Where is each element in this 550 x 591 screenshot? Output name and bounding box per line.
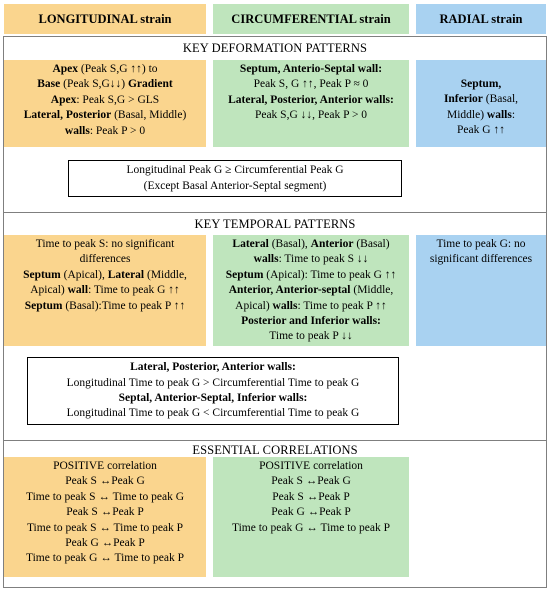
- section3-longitudinal-cell: [4, 457, 206, 577]
- section1-divider: [3, 36, 547, 37]
- s2-rad-line1: Time to peak G: no: [436, 238, 526, 250]
- s1-long-line3: Apex: Peak S,G > GLS: [50, 93, 160, 106]
- s3-circ-line5: Time to peak G ↔ Time to peak P: [231, 521, 391, 534]
- s2-circ-line7: Time to peak P ↓↓: [269, 330, 353, 343]
- s2-box-line2: Longitudinal Time to peak G > Circumferential Time to peak G: [66, 376, 360, 389]
- s3-long-line6: Peak G ↔Peak P: [65, 537, 145, 550]
- section1-comparison-box: [68, 160, 402, 197]
- section1-radial-cell: [416, 60, 546, 147]
- section2-divider: [3, 212, 547, 213]
- s3-circ-line1: POSITIVE correlation: [259, 460, 363, 472]
- s1-circ-line4: Peak S,G ↓↓, Peak P > 0: [254, 109, 368, 122]
- section3-divider: [3, 440, 547, 441]
- section2-title: KEY TEMPORAL PATTERNS: [194, 217, 356, 231]
- s2-rad-line2: significant differences: [429, 253, 533, 266]
- s2-circ-line4: Anterior, Anterior-septal (Middle,: [228, 284, 394, 297]
- s3-long-line4: Peak S ↔Peak P: [66, 506, 144, 519]
- s1-rad-line2: Inferior (Basal,: [443, 93, 519, 106]
- s2-long-line4: Apical) wall: Time to peak G ↑↑: [30, 284, 180, 297]
- s1-box-line2: (Except Basal Anterior-Septal segment): [143, 179, 327, 192]
- section1-circumferential-cell: [213, 60, 409, 147]
- s2-long-line2: differences: [79, 253, 131, 266]
- s3-circ-line4: Peak G ↔Peak P: [271, 506, 351, 519]
- s3-long-line1: POSITIVE correlation: [53, 460, 157, 472]
- s1-long-line4: Lateral, Posterior (Basal, Middle): [23, 109, 187, 122]
- header-radial-label: RADIAL strain: [439, 11, 523, 26]
- section2-radial-cell: [416, 235, 546, 346]
- s2-circ-line1: Lateral (Basal), Anterior (Basal): [232, 238, 390, 250]
- s1-rad-line3: Middle) walls:: [446, 108, 516, 121]
- s3-circ-line3: Peak S ↔Peak P: [272, 490, 350, 503]
- s3-circ-line2: Peak S ↔Peak G: [271, 475, 351, 488]
- frame-right: [546, 36, 547, 588]
- s2-box-line1: Lateral, Posterior, Anterior walls:: [130, 361, 296, 374]
- header-longitudinal-label: LONGITUDINAL strain: [38, 11, 172, 26]
- s1-circ-line3: Lateral, Posterior, Anterior walls:: [228, 93, 394, 106]
- s2-long-line5: Septum (Basal):Time to peak P ↑↑: [24, 299, 186, 312]
- s1-long-line5: walls: Peak P > 0: [64, 124, 146, 137]
- s2-circ-line3: Septum (Apical): Time to peak G ↑↑: [225, 268, 397, 281]
- s2-long-line1: Time to peak S: no significant: [35, 238, 175, 250]
- section3-circumferential-cell: [213, 457, 409, 577]
- section2-comparison-box: [27, 357, 399, 425]
- section1-longitudinal-cell: [4, 60, 206, 147]
- s2-circ-line6: Posterior and Inferior walls:: [241, 315, 381, 328]
- s2-box-line4: Longitudinal Time to peak G < Circumferential Time to peak G: [66, 407, 360, 420]
- section2-circumferential-cell: [213, 235, 409, 346]
- section1-title: KEY DEFORMATION PATTERNS: [182, 41, 368, 55]
- header-circumferential-label: CIRCUMFERENTIAL strain: [231, 11, 391, 26]
- s2-circ-line2: walls: Time to peak S ↓↓: [253, 253, 369, 266]
- s3-long-line3: Time to peak S ↔ Time to peak G: [25, 490, 185, 503]
- frame-bottom: [3, 587, 547, 588]
- s1-long-line2: Base (Peak S,G↓↓) Gradient: [37, 78, 173, 91]
- s3-long-line5: Time to peak S ↔ Time to peak P: [26, 521, 184, 534]
- s1-box-line1: Longitudinal Peak G ≥ Circumferential Peak G: [126, 164, 344, 177]
- s2-long-line3: Septum (Apical), Lateral (Middle,: [23, 268, 187, 281]
- section3-title: ESSENTIAL CORRELATIONS: [192, 443, 358, 457]
- s1-long-line1: Apex (Peak S,G ↑↑) to: [52, 63, 158, 75]
- s1-rad-line4: Peak G ↑↑: [457, 124, 505, 137]
- s2-box-line3: Septal, Anterior-Septal, Inferior walls:: [118, 392, 308, 404]
- header-longitudinal: [4, 4, 206, 34]
- s1-circ-line1: Septum, Anterio-Septal wall:: [239, 63, 383, 75]
- header-radial: [416, 4, 546, 34]
- s3-long-line2: Peak S ↔Peak G: [65, 475, 145, 488]
- s2-circ-line5: Apical) walls: Time to peak P ↑↑: [235, 299, 387, 312]
- s3-long-line7: Time to peak G ↔ Time to peak P: [25, 552, 185, 565]
- header-circumferential: [213, 4, 409, 34]
- section2-longitudinal-cell: [4, 235, 206, 346]
- s1-rad-line1: Septum,: [460, 78, 502, 90]
- s1-circ-line2: Peak S, G ↑↑, Peak P ≈ 0: [253, 78, 369, 91]
